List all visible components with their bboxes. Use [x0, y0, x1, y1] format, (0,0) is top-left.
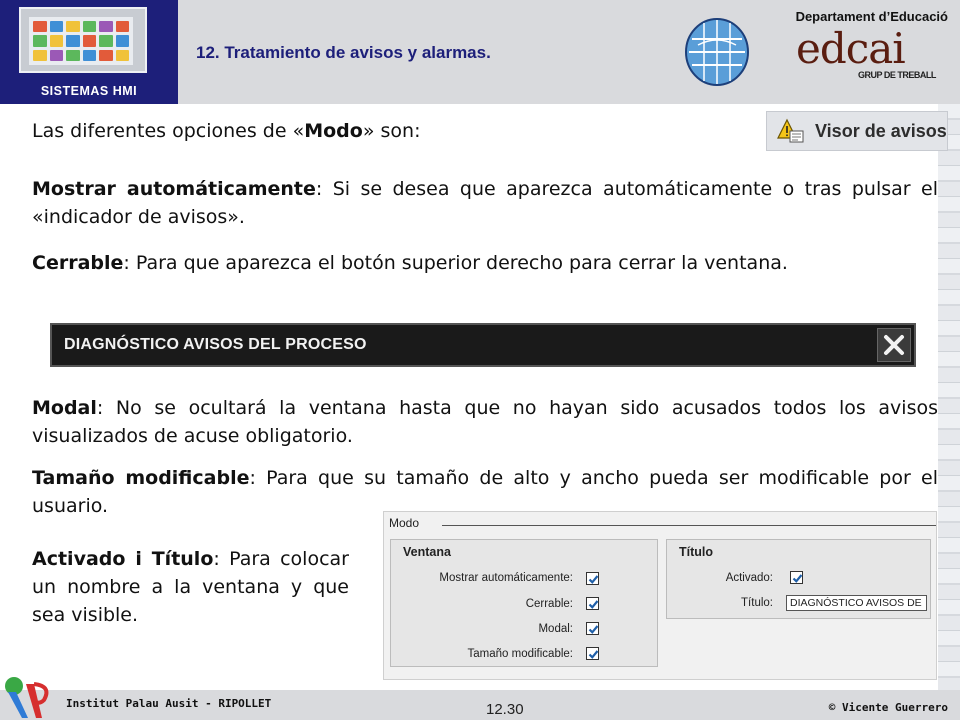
page-title: 12. Tratamiento de avisos y alarmas.: [196, 43, 491, 62]
diagnostic-window-titlebar: [50, 323, 916, 367]
paragraph-activado: [32, 545, 349, 629]
page-number: 12.30: [486, 701, 524, 718]
decorative-strip: [938, 104, 960, 690]
department-globe-icon: [684, 17, 750, 87]
desc-cerrable: : Para que aparezca el botón superior derecho para cerrar la ventana.: [123, 252, 788, 274]
desc-mostrar: : Si se desea que aparezca automáticamente o tras pulsar el «indicador de avisos».: [32, 178, 938, 228]
term-cerrable: Cerrable: [32, 252, 124, 274]
checkmark-icon: [587, 648, 600, 661]
intro-suffix: » son:: [362, 120, 421, 142]
activado-checkbox[interactable]: [790, 571, 803, 584]
term-tamano: Tamaño modificable: [32, 467, 250, 489]
intro-bold: Modo: [304, 120, 363, 142]
checkmark-icon: [587, 623, 600, 636]
titulo-label: Título:: [741, 597, 773, 609]
author-credit: © Vicente Guerrero: [828, 701, 948, 714]
tamano-checkbox[interactable]: [586, 647, 599, 660]
institute-logo-icon: [0, 672, 60, 720]
paragraph-modal: [32, 394, 938, 450]
diagnostic-window-title: DIAGNÓSTICO AVISOS DEL PROCESO: [64, 336, 367, 353]
desc-modal: : No se ocultará la ventana hasta que no hayan sido acusados todos los avisos visualizados de acuse obligatorio.: [32, 397, 938, 447]
intro-prefix: Las diferentes opciones de «: [32, 120, 305, 142]
activado-label: Activado:: [725, 572, 773, 584]
edcai-logo-subtitle: GRUP DE TREBALL: [858, 70, 936, 80]
term-mostrar: Mostrar automáticamente: [32, 178, 316, 200]
close-button[interactable]: [877, 328, 911, 362]
desc-activado: : Para colocar un nombre a la ventana y que sea visible.: [32, 548, 349, 626]
intro-text: [32, 117, 752, 145]
close-icon: [883, 334, 905, 356]
ventana-heading: Ventana: [403, 545, 451, 559]
mostrar-checkbox[interactable]: [586, 572, 599, 585]
warning-icon: [777, 118, 805, 144]
ventana-group: [390, 539, 658, 667]
section-badge: [0, 0, 178, 104]
paragraph-cerrable: [32, 249, 938, 277]
visor-de-avisos-label: Visor de avisos: [815, 120, 947, 141]
edcai-logo: edcai: [796, 24, 905, 73]
visor-de-avisos-button[interactable]: [766, 111, 948, 151]
checkmark-icon: [587, 598, 600, 611]
mostrar-label: Mostrar automáticamente:: [439, 572, 573, 584]
paragraph-mostrar: [32, 175, 938, 231]
cerrable-checkbox[interactable]: [586, 597, 599, 610]
term-activado: Activado i Título: [32, 548, 214, 570]
term-modal: Modal: [32, 397, 97, 419]
modal-label: Modal:: [538, 623, 573, 635]
checkmark-icon: [791, 572, 804, 585]
modal-checkbox[interactable]: [586, 622, 599, 635]
section-badge-label: SISTEMAS HMI: [40, 84, 138, 98]
titulo-heading: Título: [679, 545, 714, 559]
modo-label: Modo: [389, 516, 420, 530]
hmi-screen-image: [19, 7, 147, 73]
checkmark-icon: [587, 573, 600, 586]
department-label: Departament d’Educació: [795, 9, 948, 24]
desc-tamano: : Para que su tamaño de alto y ancho pueda ser modificable por el usuario.: [32, 467, 939, 517]
cerrable-label: Cerrable:: [525, 598, 573, 610]
modo-divider: [442, 525, 936, 526]
institute-name: Institut Palau Ausit - RIPOLLET: [66, 697, 272, 710]
tamano-label: Tamaño modificable:: [467, 648, 573, 660]
titulo-input[interactable]: DIAGNÓSTICO AVISOS DE: [786, 595, 927, 611]
modo-settings-panel: [383, 511, 937, 680]
